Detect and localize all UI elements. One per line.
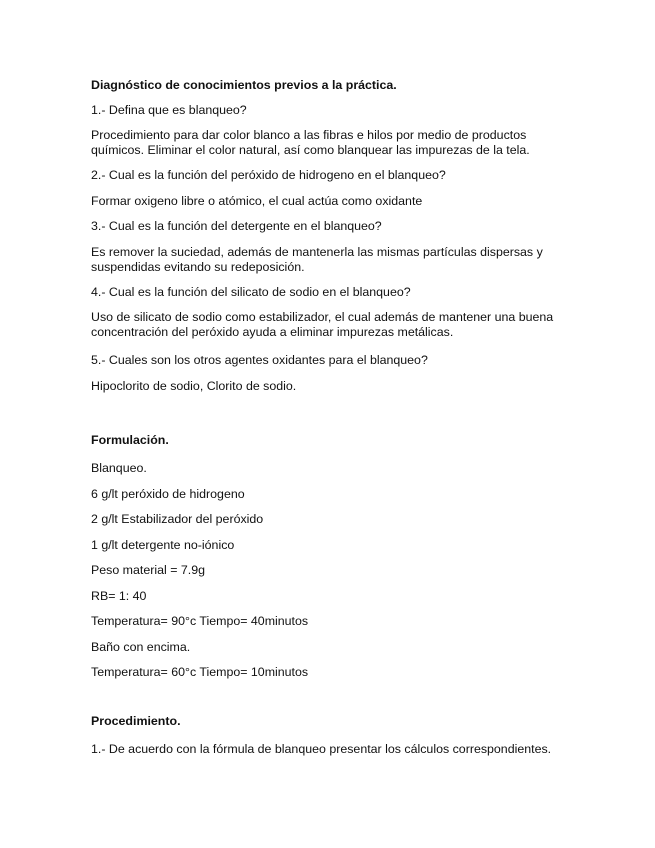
formula-line: 6 g/lt peróxido de hidrogeno	[91, 487, 245, 501]
diagnostico-heading: Diagnóstico de conocimientos previos a la práctica.	[91, 78, 397, 92]
formulacion-heading: Formulación.	[91, 433, 169, 447]
formula-line: Baño con encima.	[91, 640, 191, 654]
formula-line: Temperatura= 90°c Tiempo= 40minutos	[91, 614, 309, 628]
answer-2: Formar oxigeno libre o atómico, el cual actúa como oxidante	[91, 194, 423, 208]
question-1: 1.- Defina que es blanqueo?	[91, 103, 247, 117]
answer-1: Procedimiento para dar color blanco a las fibras e hilos por medio de productos químicos. Eliminar el color natural, así como blanquear las impurezas de la tela.	[91, 128, 530, 157]
procedimiento-heading: Procedimiento.	[91, 714, 181, 728]
formula-line: Blanqueo.	[91, 461, 147, 475]
answer-4: Uso de silicato de sodio como estabilizador, el cual además de mantener una buena concentración del peróxido ayuda a eliminar impurezas metálicas.	[91, 310, 554, 339]
question-4: 4.- Cual es la función del silicato de sodio en el blanqueo?	[91, 285, 411, 299]
formula-line: 1 g/lt detergente no-iónico	[91, 538, 235, 552]
formula-line: Temperatura= 60°c Tiempo= 10minutos	[91, 665, 309, 679]
answer-3: Es remover la suciedad, además de mantenerla las mismas partículas dispersas y suspendidas evitando su redeposición.	[91, 245, 543, 274]
formula-line: 2 g/lt Estabilizador del peróxido	[91, 512, 264, 526]
answer-5: Hipoclorito de sodio, Clorito de sodio.	[91, 379, 297, 393]
formula-line: RB= 1: 40	[91, 589, 147, 603]
question-5: 5.- Cuales son los otros agentes oxidantes para el blanqueo?	[91, 353, 428, 367]
question-2: 2.- Cual es la función del peróxido de hidrogeno en el blanqueo?	[91, 168, 446, 182]
question-3: 3.- Cual es la función del detergente en el blanqueo?	[91, 219, 382, 233]
procedure-step-1: 1.- De acuerdo con la fórmula de blanqueo presentar los cálculos correspondientes.	[91, 742, 552, 756]
formula-line: Peso material = 7.9g	[91, 563, 205, 577]
